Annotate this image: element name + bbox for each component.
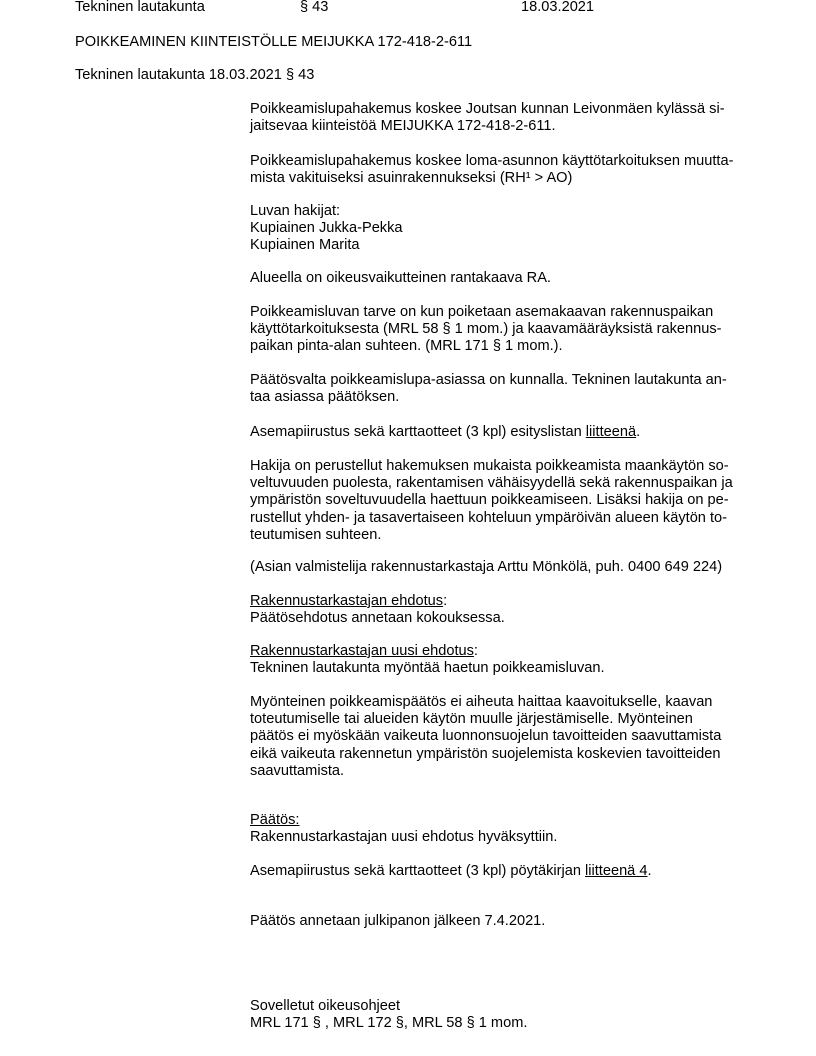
text-line: Poikkeamislupahakemus koskee Joutsan kunnan Leivonmäen kylässä si- — [250, 101, 725, 117]
text-span: . — [636, 424, 641, 440]
attachment-link[interactable]: liitteenä — [585, 424, 637, 440]
paragraph-permit-need — [250, 304, 742, 356]
text-line: Poikkeamislupahakemus koskee loma-asunnon käyttötarkoituksen muutta- — [250, 153, 734, 169]
proposal-text: Päätösehdotus annetaan kokouksessa. — [250, 610, 505, 627]
text-line: (Asian valmistelija rakennustarkastaja Arttu Mönkölä, puh. 0400 649 224) — [250, 559, 723, 575]
paragraph-publication — [250, 913, 742, 930]
text-line: Myönteinen poikkeamispäätös ei aiheuta haittaa kaavoitukselle, kaavan — [250, 694, 713, 710]
text-line: päätös ei myöskään vaikeuta luonnonsuojelun tavoitteiden saavuttamista — [250, 728, 722, 745]
text-span: : — [443, 593, 448, 609]
applicants-block — [250, 203, 742, 255]
applicant-name: Kupiainen Jukka-Pekka — [250, 220, 403, 237]
text-line: Alueella on oikeusvaikutteinen rantakaava RA. — [250, 270, 551, 286]
paragraph-decision-authority — [250, 372, 742, 406]
applicants-heading: Luvan hakijat: — [250, 203, 341, 219]
text-line: käyttötarkoituksesta (MRL 58 § 1 mom.) ja kaavamääräyksistä rakennus- — [250, 321, 722, 338]
text-line: saavuttamista. — [250, 762, 345, 779]
new-proposal-block — [250, 643, 742, 677]
paragraph-impact-assessment — [250, 694, 742, 780]
text-line: ympäristön soveltuvuudella haettuun poikkeamiseen. Lisäksi hakija on pe- — [250, 492, 729, 509]
header-section: § 43 — [300, 0, 329, 15]
header-committee: Tekninen lautakunta — [75, 0, 205, 15]
applicant-name: Kupiainen Marita — [250, 237, 360, 254]
text-line: teutumisen suhteen. — [250, 526, 382, 543]
paragraph-justification — [250, 458, 742, 544]
new-proposal-heading: Rakennustarkastajan uusi ehdotus — [250, 643, 474, 659]
text-span: . — [647, 863, 652, 879]
document-title: POIKKEAMINEN KIINTEISTÖLLE MEIJUKKA 172-418-2-611 — [75, 34, 473, 50]
paragraph-application-purpose — [250, 153, 742, 187]
new-proposal-text: Tekninen lautakunta myöntää haetun poikkeamisluvan. — [250, 660, 605, 677]
text-line: mista vakituiseksi asuinrakennukseksi (RH¹ > AO) — [250, 170, 573, 187]
legal-references-heading: Sovelletut oikeusohjeet — [250, 998, 401, 1014]
text-line: jaitsevaa kiinteistöä MEIJUKKA 172-418-2-611. — [250, 118, 556, 135]
text-span: Asemapiirustus sekä karttaotteet (3 kpl) esityslistan — [250, 424, 586, 440]
text-line: taa asiassa päätöksen. — [250, 389, 400, 406]
paragraph-zoning — [250, 270, 742, 287]
text-line: eikä vaikeuta rakennetun ympäristön suojelemista koskevien tavoitteiden — [250, 745, 721, 762]
paragraph-application-property — [250, 101, 742, 135]
decision-block — [250, 812, 742, 846]
meeting-reference: Tekninen lautakunta 18.03.2021 § 43 — [75, 67, 315, 83]
text-line: paikan pinta-alan suhteen. (MRL 171 § 1 mom.). — [250, 338, 563, 355]
text-line: veltuvuuden puolesta, rakentamisen vähäisyydellä sekä rakennuspaikan ja — [250, 475, 733, 492]
text-line: Päätös annetaan julkipanon jälkeen 7.4.2021. — [250, 913, 546, 929]
text-line: rustellut yhden- ja tasavertaiseen kohteluun ympäröivän alueen käytön to- — [250, 509, 728, 526]
text-line: Päätösvalta poikkeamislupa-asiassa on kunnalla. Tekninen lautakunta an- — [250, 372, 727, 388]
paragraph-attachments-agenda — [250, 424, 742, 441]
text-line: Hakija on perustellut hakemuksen mukaista poikkeamista maankäytön so- — [250, 458, 729, 474]
text-line: Poikkeamisluvan tarve on kun poiketaan asemakaavan rakennuspaikan — [250, 304, 714, 320]
attachment-link[interactable]: liitteenä 4 — [585, 863, 648, 879]
proposal-block — [250, 593, 742, 627]
text-span: Asemapiirustus sekä karttaotteet (3 kpl) pöytäkirjan — [250, 863, 585, 879]
header-date: 18.03.2021 — [521, 0, 595, 15]
proposal-heading: Rakennustarkastajan ehdotus — [250, 593, 444, 609]
text-span: : — [473, 643, 478, 659]
paragraph-preparer — [250, 559, 742, 576]
decision-heading: Päätös: — [250, 812, 300, 828]
paragraph-attachments-minutes — [250, 863, 742, 880]
text-line: toteutumiselle tai alueiden käytön muulle järjestämiselle. Myönteinen — [250, 711, 693, 728]
legal-references-text: MRL 171 § , MRL 172 §, MRL 58 § 1 mom. — [250, 1015, 528, 1032]
decision-text: Rakennustarkastajan uusi ehdotus hyväksyttiin. — [250, 829, 558, 846]
legal-references-block — [250, 998, 742, 1032]
